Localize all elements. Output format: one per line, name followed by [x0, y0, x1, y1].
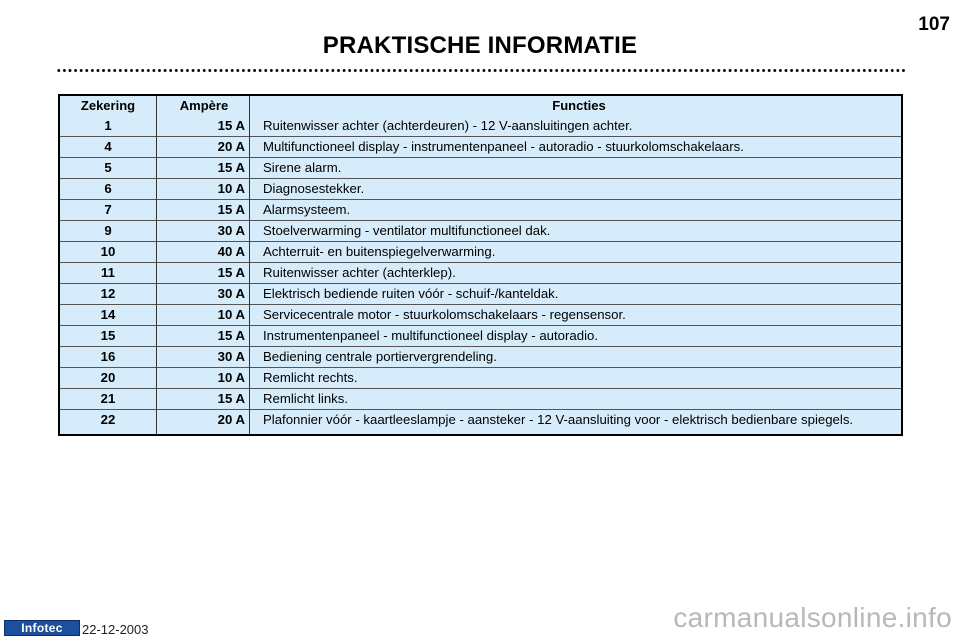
fuse-function: Sirene alarm.: [250, 158, 903, 179]
fuse-function: Achterruit- en buitenspiegelverwarming.: [250, 242, 903, 263]
fuse-function: Plafonnier vóór - kaartleeslampje - aansteker - 12 V-aansluiting voor - elektrisch bedienbare spiegels.: [250, 410, 903, 436]
fuse-function: Ruitenwisser achter (achterklep).: [250, 263, 903, 284]
fuse-function: Elektrisch bediende ruiten vóór - schuif-/kanteldak.: [250, 284, 903, 305]
table-row: [59, 410, 902, 436]
table-row: [59, 179, 902, 200]
fuse-function: Instrumentenpaneel - multifunctioneel display - autoradio.: [250, 326, 903, 347]
fuse-function: Remlicht rechts.: [250, 368, 903, 389]
fuse-ampere: 30 A: [157, 284, 250, 305]
table-row: [59, 368, 902, 389]
page-number: 107: [918, 14, 950, 35]
table-row: [59, 221, 902, 242]
fuse-number: 1: [59, 116, 157, 137]
fuse-function: Bediening centrale portiervergrendeling.: [250, 347, 903, 368]
table-row: [59, 242, 902, 263]
fuse-number: 11: [59, 263, 157, 284]
fuse-ampere: 15 A: [157, 200, 250, 221]
table-row: [59, 116, 902, 137]
fuse-number: 9: [59, 221, 157, 242]
fuse-function: Multifunctioneel display - instrumentenpaneel - autoradio - stuurkolomschakelaars.: [250, 137, 903, 158]
fuse-number: 15: [59, 326, 157, 347]
fuse-ampere: 15 A: [157, 326, 250, 347]
fuse-table: [58, 94, 903, 436]
fuse-ampere: 15 A: [157, 116, 250, 137]
fuse-function: Servicecentrale motor - stuurkolomschakelaars - regensensor.: [250, 305, 903, 326]
print-date: 22-12-2003: [82, 622, 149, 637]
dotted-divider: [56, 68, 906, 73]
fuse-ampere: 10 A: [157, 305, 250, 326]
fuse-number: 5: [59, 158, 157, 179]
page-title: PRAKTISCHE INFORMATIE: [322, 32, 638, 59]
fuse-function: Diagnosestekker.: [250, 179, 903, 200]
fuse-ampere: 30 A: [157, 347, 250, 368]
fuse-ampere: 15 A: [157, 158, 250, 179]
table-row: [59, 284, 902, 305]
fuse-number: 12: [59, 284, 157, 305]
table-row: [59, 158, 902, 179]
infotec-logo: Infotec: [4, 620, 80, 636]
table-row: [59, 200, 902, 221]
fuse-function: Remlicht links.: [250, 389, 903, 410]
fuse-ampere: 30 A: [157, 221, 250, 242]
watermark: carmanualsonline.info: [673, 602, 952, 633]
table-row: [59, 326, 902, 347]
fuse-number: 20: [59, 368, 157, 389]
fuse-number: 21: [59, 389, 157, 410]
fuse-ampere: 10 A: [157, 368, 250, 389]
table-row: [59, 263, 902, 284]
fuse-ampere: 40 A: [157, 242, 250, 263]
fuse-number: 16: [59, 347, 157, 368]
table-row: [59, 137, 902, 158]
fuse-function: Stoelverwarming - ventilator multifunctioneel dak.: [250, 221, 903, 242]
fuse-ampere: 15 A: [157, 263, 250, 284]
fuse-ampere: 20 A: [157, 410, 250, 436]
fuse-number: 22: [59, 410, 157, 436]
column-header-functies: Functies: [552, 98, 606, 113]
fuse-function: Ruitenwisser achter (achterdeuren) - 12 V-aansluitingen achter.: [263, 118, 633, 133]
column-header-zekering: Zekering: [59, 95, 157, 116]
table-row: [59, 305, 902, 326]
column-header-ampere: Ampère: [157, 95, 250, 116]
fuse-number: 10: [59, 242, 157, 263]
fuse-number: 14: [59, 305, 157, 326]
fuse-number: 6: [59, 179, 157, 200]
fuse-number: 7: [59, 200, 157, 221]
fuse-ampere: 20 A: [157, 137, 250, 158]
fuse-ampere: 15 A: [157, 389, 250, 410]
table-row: [59, 389, 902, 410]
table-header-row: [59, 95, 902, 116]
fuse-ampere: 10 A: [157, 179, 250, 200]
fuse-number: 4: [59, 137, 157, 158]
table-row: [59, 347, 902, 368]
fuse-function: Alarmsysteem.: [250, 200, 903, 221]
